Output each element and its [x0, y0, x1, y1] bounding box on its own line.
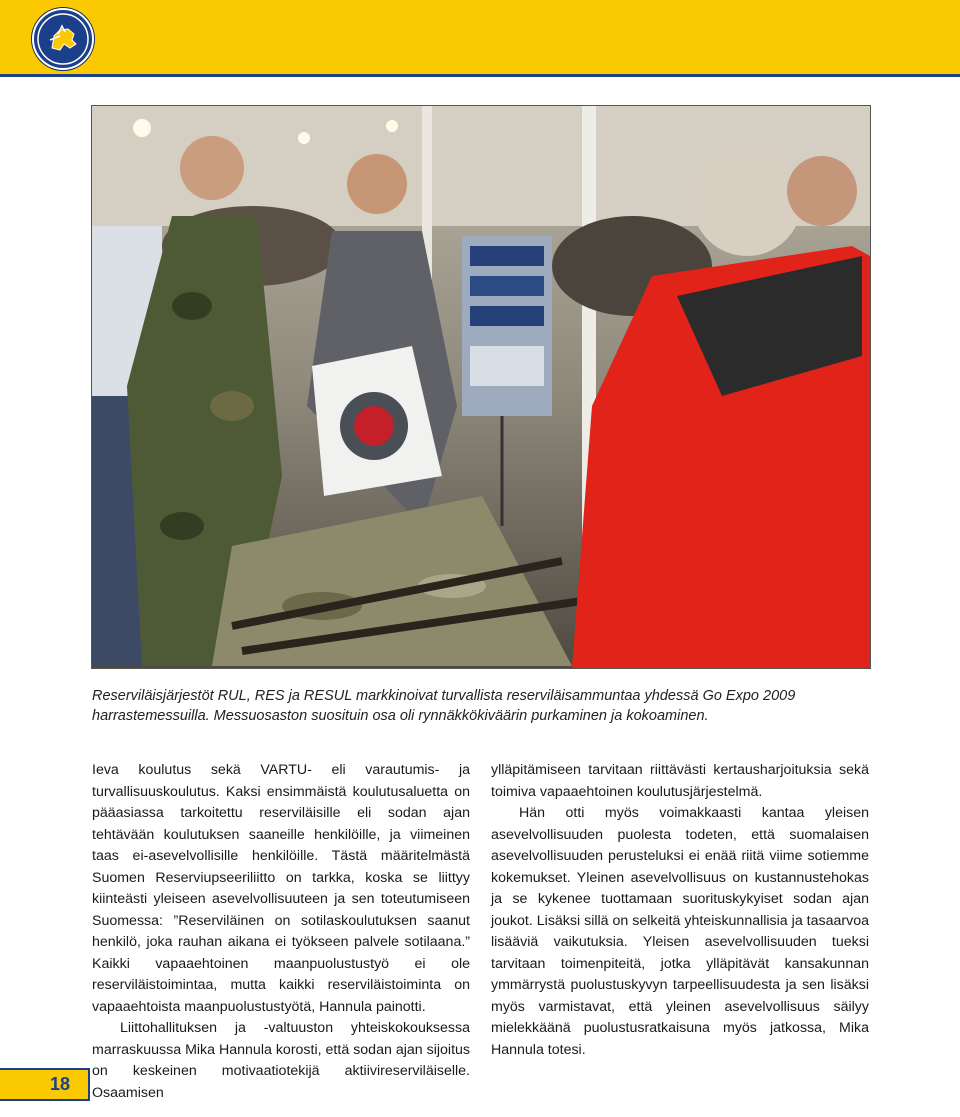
article-paragraph: ylläpitämiseen tarvitaan riittävästi kertausharjoituksia sekä toimiva vapaaehtoinen koulutusjärjestelmä. [491, 762, 869, 800]
header-band [0, 0, 960, 77]
article-paragraph: Ieva koulutus sekä VARTU- eli varautumis- ja turvallisuuskoulutus. Kaksi ensimmäistä koulutusaluetta on pääasiassa tarkoitettu reserviläisille eli sodan ajan tehtävään koulutuksen saaneille henkilöille, ja viimeinen taas ei-asevelvollisille henkilöille. Tästä määritelmästä Suomen Reserviupseeriliitto on tarkka, koska se liittyy kiinteästi yleiseen asevelvollisuuteen ja sen toteutumiseen Suomessa: ”Reserviläinen on sotilaskoulutuksen saanut henkilö, joka rauhan aikana ei työkseen palvele sotilaana.” Kaikki vapaaehtoinen maanpuolustustyö ei ole reserviläistoimintaa, mutta kaikki reserviläistoiminta on vapaaehtoista maanpuolustustyötä, Hannula painotti. [92, 762, 470, 1015]
article-column-left [92, 760, 470, 1104]
expo-photo [91, 105, 871, 669]
photo-caption: Reserviläisjärjestöt RUL, RES ja RESUL markkinoivat turvallista reserviläisammuntaa yhdessä Go Expo 2009 harrastemessuilla. Messuosaston suosituin osa oli rynnäkkökiväärin purkaminen ja kokoaminen. [92, 688, 796, 724]
page-number: 18 [50, 1074, 71, 1094]
article-paragraph: Liittohallituksen ja -valtuuston yhteiskokouksessa marraskuussa Mika Hannula korosti, että sodan ajan sijoitus on keskeinen motivaatiotekijä aktiivireserviläiselle. Osaamisen [92, 1020, 470, 1101]
article-paragraph: Hän otti myös voimakkaasti kantaa yleisen asevelvollisuuden puolesta todeten, että suomalaisen asevelvollisuuden perusteluksi ei enää riitä viime sotiemme kokemukset. Yleinen asevelvollisuus on kustannustehokas ja se kykenee tuottamaan suorituskykyiset sodan ajan joukot. Lisäksi sillä on selkeitä yhteiskunnallisia ja tasaarvoa lisääviä vaikutuksia. Yleisen asevelvollisuuden tueksi tarvitaan toimenpiteitä, jotka ylläpitävät kansakunnan ymmärrystä puolustuskyvyn tarpeellisuudesta ja sen lisäksi myös varmistavat, että yleinen asevelvollisuus säilyy mielekkäänä puolustusratkaisuna myös jatkossa, Mika Hannula totesi. [491, 805, 869, 1058]
lion-coat-of-arms-icon [32, 8, 94, 70]
article-column-right [491, 760, 869, 1061]
page-number-tab [0, 1068, 90, 1101]
